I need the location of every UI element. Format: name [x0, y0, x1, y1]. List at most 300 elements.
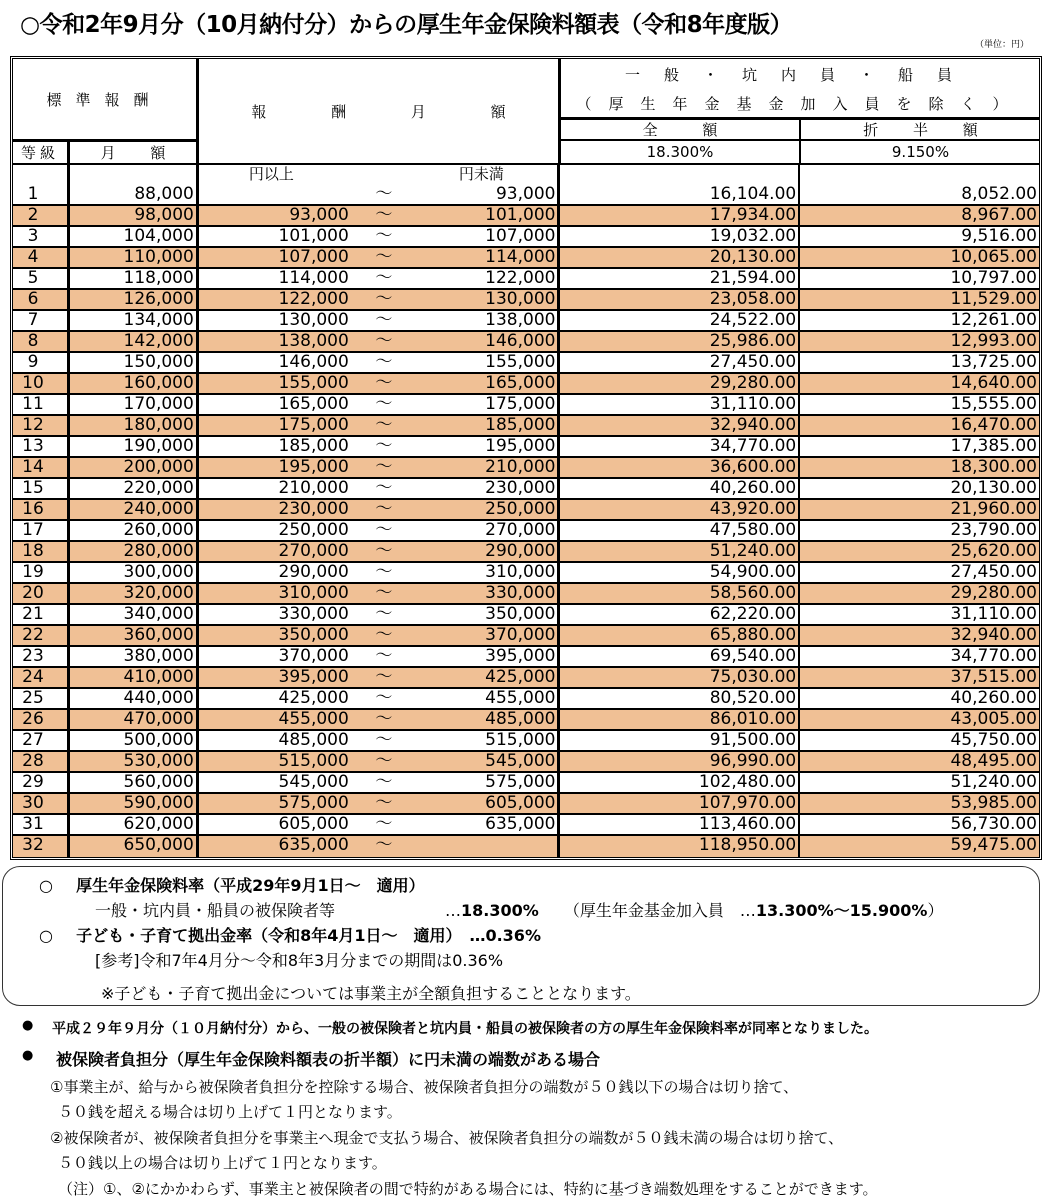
standard-monthly-cell: 160,000 — [70, 374, 199, 393]
range-cell — [199, 416, 561, 435]
range-to: 310,000 — [485, 562, 556, 582]
full-amount-cell: 27,450.00 — [560, 353, 800, 372]
premium-table — [10, 56, 1042, 860]
standard-monthly-cell: 118,000 — [70, 269, 199, 288]
tilde-symbol: ～ — [375, 751, 393, 771]
range-cell — [199, 626, 561, 645]
table-row — [13, 353, 1039, 374]
range-from: 635,000 — [278, 835, 349, 855]
range-from: 146,000 — [278, 352, 349, 372]
half-amount-cell: 59,475.00 — [950, 835, 1037, 855]
range-to: 165,000 — [485, 373, 556, 393]
grade-cell: 22 — [13, 626, 70, 645]
full-amount-cell: 24,522.00 — [560, 311, 800, 330]
range-cell — [199, 689, 561, 708]
standard-monthly-cell: 360,000 — [70, 626, 199, 645]
range-to: 101,000 — [485, 205, 556, 225]
range-to: 605,000 — [485, 793, 556, 813]
tilde-symbol: ～ — [375, 667, 393, 687]
range-cell — [199, 227, 561, 246]
header-half-amount: 折 半 額 — [801, 120, 1040, 141]
full-amount-cell: 91,500.00 — [560, 731, 800, 750]
range-to: 515,000 — [485, 730, 556, 750]
range-from: 370,000 — [278, 646, 349, 666]
half-amount-cell: 9,516.00 — [961, 226, 1037, 246]
tilde-symbol: ～ — [375, 604, 393, 624]
full-amount-cell: 23,058.00 — [560, 290, 800, 309]
tilde-symbol: ～ — [375, 394, 393, 414]
tilde-symbol: ～ — [375, 772, 393, 792]
table-row — [13, 479, 1039, 500]
half-amount-cell: 53,985.00 — [950, 793, 1037, 813]
table-row — [13, 668, 1039, 689]
half-amount-cell: 21,960.00 — [950, 499, 1037, 519]
range-to: 155,000 — [485, 352, 556, 372]
half-amount-cell: 56,730.00 — [950, 814, 1037, 834]
standard-monthly-cell: 126,000 — [70, 290, 199, 309]
table-row — [13, 752, 1039, 773]
grade-cell: 8 — [13, 332, 70, 351]
half-amount-cell: 40,260.00 — [950, 688, 1037, 708]
rate-general-line — [95, 898, 335, 921]
range-cell — [199, 752, 561, 771]
table-row — [13, 290, 1039, 311]
range-cell — [199, 710, 561, 729]
full-amount-cell: 21,594.00 — [560, 269, 800, 288]
grade-cell: 3 — [13, 227, 70, 246]
full-amount-cell: 17,934.00 — [560, 206, 800, 225]
tilde-symbol: ～ — [375, 625, 393, 645]
grade-cell: 26 — [13, 710, 70, 729]
full-amount-cell: 102,480.00 — [560, 773, 800, 792]
child-heading-line — [39, 923, 541, 946]
table-row — [13, 710, 1039, 731]
grade-cell: 13 — [13, 437, 70, 456]
range-to: 485,000 — [485, 709, 556, 729]
grade-cell: 31 — [13, 815, 70, 834]
range-to: 130,000 — [485, 289, 556, 309]
tilde-symbol: ～ — [375, 436, 393, 456]
range-cell — [199, 374, 561, 393]
range-to-label: 円未満 — [458, 165, 504, 183]
half-amount-cell: 29,280.00 — [950, 583, 1037, 603]
range-to: 545,000 — [485, 751, 556, 771]
range-cell — [199, 269, 561, 288]
standard-monthly-cell: 620,000 — [70, 815, 199, 834]
reference-line: [参考]令和7年4月分～令和8年3月分までの期間は0.36% — [95, 951, 504, 970]
page-title: ○令和2年9月分（10月納付分）からの厚生年金保険料額表（令和8年度版） — [20, 12, 793, 38]
half-amount-cell: 43,005.00 — [950, 709, 1037, 729]
half-amount-cell: 23,790.00 — [950, 520, 1037, 540]
unit-label: （単位：円） — [974, 40, 1029, 50]
table-row — [13, 269, 1039, 290]
table-row — [13, 227, 1039, 248]
range-from: 330,000 — [278, 604, 349, 624]
header-monthly-amount: 月 額 — [70, 142, 199, 163]
note-item1-line1: ①事業主が、給与から被保険者負担分を控除する場合、被保険者負担分の端数が５０銭以下の場合は切り捨て、 — [50, 1078, 799, 1096]
full-amount-cell: 25,986.00 — [560, 332, 800, 351]
tilde-symbol: ～ — [375, 184, 393, 204]
grade-cell: 32 — [13, 836, 70, 857]
tilde-symbol: ～ — [375, 310, 393, 330]
tilde-symbol: ～ — [375, 226, 393, 246]
standard-monthly-cell: 88,000 — [70, 165, 199, 204]
half-amount-cell: 37,515.00 — [950, 667, 1037, 687]
circle-icon: ○ — [39, 926, 53, 945]
full-amount-cell: 96,990.00 — [560, 752, 800, 771]
range-cell — [199, 395, 561, 414]
table-row — [13, 584, 1039, 605]
full-amount-cell: 113,460.00 — [560, 815, 800, 834]
tilde-symbol: ～ — [375, 289, 393, 309]
half-amount-cell: 11,529.00 — [950, 289, 1037, 309]
tilde-symbol: ～ — [375, 646, 393, 666]
full-amount-cell: 29,280.00 — [560, 374, 800, 393]
range-from: 175,000 — [278, 415, 349, 435]
range-cell — [199, 542, 561, 561]
rate-value-line — [445, 898, 943, 921]
range-from: 165,000 — [278, 394, 349, 414]
standard-monthly-cell: 280,000 — [70, 542, 199, 561]
grade-cell: 24 — [13, 668, 70, 687]
range-from: 250,000 — [278, 520, 349, 540]
range-cell — [199, 206, 561, 225]
header-grade: 等級 — [13, 142, 70, 163]
half-amount-cell: 15,555.00 — [950, 394, 1037, 414]
range-cell — [199, 521, 561, 540]
table-row — [13, 332, 1039, 353]
range-to: 455,000 — [485, 688, 556, 708]
standard-monthly-cell: 650,000 — [70, 836, 199, 857]
range-to: 635,000 — [485, 814, 556, 834]
range-to: 350,000 — [485, 604, 556, 624]
fund-label: （厚生年金基金加入員 … — [563, 901, 756, 920]
tilde-symbol: ～ — [375, 205, 393, 225]
note-caution: （注）①、②にかかわらず、事業主と被保険者の間で特約がある場合には、特約に基づき端数処理をすることができます。 — [58, 1180, 878, 1198]
grade-cell: 5 — [13, 269, 70, 288]
range-to: 146,000 — [485, 331, 556, 351]
table-row — [13, 458, 1039, 479]
range-from: 310,000 — [278, 583, 349, 603]
rate-general-label: 一般・坑内員・船員の被保険者等 — [95, 901, 336, 920]
range-from: 545,000 — [278, 772, 349, 792]
table-row — [13, 165, 1039, 206]
tilde-symbol: ～ — [375, 709, 393, 729]
grade-cell: 15 — [13, 479, 70, 498]
full-amount-cell: 107,970.00 — [560, 794, 800, 813]
standard-monthly-cell: 590,000 — [70, 794, 199, 813]
grade-cell: 23 — [13, 647, 70, 666]
grade-cell: 30 — [13, 794, 70, 813]
table-row — [13, 815, 1039, 836]
range-cell — [199, 794, 561, 813]
half-amount-cell: 16,470.00 — [950, 415, 1037, 435]
grade-cell: 12 — [13, 416, 70, 435]
full-amount-cell: 40,260.00 — [560, 479, 800, 498]
range-from: 575,000 — [278, 793, 349, 813]
tilde-symbol: ～ — [375, 520, 393, 540]
range-to: 290,000 — [485, 541, 556, 561]
header-full-amount: 全 額 — [561, 120, 801, 141]
standard-monthly-cell: 500,000 — [70, 731, 199, 750]
range-to: 114,000 — [485, 247, 556, 267]
range-from: 425,000 — [278, 688, 349, 708]
range-from: 185,000 — [278, 436, 349, 456]
full-amount-cell: 54,900.00 — [560, 563, 800, 582]
range-from: 93,000 — [289, 205, 349, 225]
bullet-icon: ● — [22, 1048, 34, 1063]
full-amount-cell: 34,770.00 — [560, 437, 800, 456]
standard-monthly-cell: 440,000 — [70, 689, 199, 708]
tilde-symbol: ～ — [375, 373, 393, 393]
range-from: 130,000 — [278, 310, 349, 330]
range-cell — [199, 458, 561, 477]
half-amount-cell: 8,967.00 — [961, 205, 1037, 225]
range-to: 575,000 — [485, 772, 556, 792]
grade-cell: 19 — [13, 563, 70, 582]
range-cell — [199, 584, 561, 603]
grade-cell: 20 — [13, 584, 70, 603]
range-cell — [199, 165, 561, 204]
grade-cell: 2 — [13, 206, 70, 225]
half-amount-cell: 45,750.00 — [950, 730, 1037, 750]
tilde-symbol: ～ — [375, 814, 393, 834]
note-rate-unified: 平成２９年９月分（１０月納付分）から、一般の被保険者と坑内員・船員の被保険者の方の厚生年金保険料率が同率となりました。 — [52, 1021, 878, 1037]
grade-cell: 29 — [13, 773, 70, 792]
tilde-symbol: ～ — [375, 352, 393, 372]
standard-monthly-cell: 240,000 — [70, 500, 199, 519]
range-to: 270,000 — [485, 520, 556, 540]
full-amount-cell: 118,950.00 — [560, 836, 800, 857]
range-from: 605,000 — [278, 814, 349, 834]
table-row — [13, 794, 1039, 815]
full-amount-cell: 51,240.00 — [560, 542, 800, 561]
table-row — [13, 626, 1039, 647]
range-from: 122,000 — [278, 289, 349, 309]
grade-cell: 25 — [13, 689, 70, 708]
range-cell — [199, 731, 561, 750]
half-amount-cell: 14,640.00 — [950, 373, 1037, 393]
table-row — [13, 647, 1039, 668]
standard-monthly-cell: 410,000 — [70, 668, 199, 687]
full-amount-cell: 86,010.00 — [560, 710, 800, 729]
standard-monthly-cell: 134,000 — [70, 311, 199, 330]
range-cell — [199, 563, 561, 582]
tilde-symbol: ～ — [375, 562, 393, 582]
standard-monthly-cell: 300,000 — [70, 563, 199, 582]
tilde-symbol: ～ — [375, 331, 393, 351]
standard-monthly-cell: 110,000 — [70, 248, 199, 267]
note-fraction-heading: 被保険者負担分（厚生年金保険料額表の折半額）に円未満の端数がある場合 — [56, 1050, 601, 1069]
fund-close: ） — [927, 901, 944, 920]
tilde-symbol: ～ — [375, 247, 393, 267]
grade-cell: 16 — [13, 500, 70, 519]
employer-note: ※子ども・子育て拠出金については事業主が全額負担することとなります。 — [101, 984, 641, 1003]
half-amount-cell: 17,385.00 — [950, 436, 1037, 456]
standard-monthly-cell: 104,000 — [70, 227, 199, 246]
range-from: 270,000 — [278, 541, 349, 561]
range-to: 425,000 — [485, 667, 556, 687]
grade-cell: 7 — [13, 311, 70, 330]
half-amount-cell: 32,940.00 — [950, 625, 1037, 645]
range-from: 350,000 — [278, 625, 349, 645]
range-from: 290,000 — [278, 562, 349, 582]
table-row — [13, 206, 1039, 227]
range-from: 210,000 — [278, 478, 349, 498]
standard-monthly-cell: 150,000 — [70, 353, 199, 372]
range-cell — [199, 500, 561, 519]
table-row — [13, 437, 1039, 458]
standard-monthly-cell: 220,000 — [70, 479, 199, 498]
fund-rate-value: 13.300%～15.900% — [755, 901, 928, 920]
range-to: 138,000 — [485, 310, 556, 330]
range-cell — [199, 647, 561, 666]
table-row — [13, 416, 1039, 437]
half-amount-cell: 20,130.00 — [950, 478, 1037, 498]
range-from: 101,000 — [278, 226, 349, 246]
table-header — [13, 59, 1039, 165]
range-from: 138,000 — [278, 331, 349, 351]
half-amount-cell: 10,797.00 — [950, 268, 1037, 288]
tilde-symbol: ～ — [375, 835, 393, 855]
grade-cell: 9 — [13, 353, 70, 372]
full-amount-cell: 62,220.00 — [560, 605, 800, 624]
note-item2-line2: ５０銭以上の場合は切り上げて１円となります。 — [58, 1154, 387, 1172]
tilde-symbol: ～ — [375, 499, 393, 519]
range-to: 107,000 — [485, 226, 556, 246]
grade-cell: 17 — [13, 521, 70, 540]
child-rate-heading: 子ども・子育て拠出金率（令和8年4月1日～ 適用） …0.36% — [76, 926, 541, 945]
tilde-symbol: ～ — [375, 730, 393, 750]
range-from-label: 円以上 — [248, 165, 294, 183]
range-cell — [199, 668, 561, 687]
range-cell — [199, 605, 561, 624]
standard-monthly-cell: 340,000 — [70, 605, 199, 624]
half-amount-cell: 25,620.00 — [950, 541, 1037, 561]
half-amount-cell: 8,052.00 — [961, 184, 1037, 204]
range-to: 195,000 — [485, 436, 556, 456]
standard-monthly-cell: 380,000 — [70, 647, 199, 666]
full-amount-cell: 43,920.00 — [560, 500, 800, 519]
tilde-symbol: ～ — [375, 415, 393, 435]
grade-cell: 1 — [13, 165, 70, 204]
full-amount-cell: 32,940.00 — [560, 416, 800, 435]
range-from: 107,000 — [278, 247, 349, 267]
full-amount-cell: 58,560.00 — [560, 584, 800, 603]
full-amount-cell: 36,600.00 — [560, 458, 800, 477]
standard-monthly-cell: 530,000 — [70, 752, 199, 771]
grade-cell: 11 — [13, 395, 70, 414]
standard-monthly-cell: 470,000 — [70, 710, 199, 729]
grade-cell: 28 — [13, 752, 70, 771]
half-amount-cell: 18,300.00 — [950, 457, 1037, 477]
circle-icon: ○ — [39, 876, 53, 895]
range-cell — [199, 479, 561, 498]
grade-cell: 10 — [13, 374, 70, 393]
range-from: 395,000 — [278, 667, 349, 687]
standard-monthly-cell: 180,000 — [70, 416, 199, 435]
half-amount-cell: 10,065.00 — [950, 247, 1037, 267]
grade-cell: 21 — [13, 605, 70, 624]
half-amount-cell: 12,993.00 — [950, 331, 1037, 351]
range-cell — [199, 437, 561, 456]
header-remuneration-range: 報 酬 月 額 — [199, 59, 561, 163]
rate-info-box — [2, 866, 1040, 1006]
half-amount-cell: 27,450.00 — [950, 562, 1037, 582]
standard-monthly-cell: 142,000 — [70, 332, 199, 351]
range-to: 330,000 — [485, 583, 556, 603]
tilde-symbol: ～ — [375, 478, 393, 498]
standard-monthly-cell: 170,000 — [70, 395, 199, 414]
table-row — [13, 689, 1039, 710]
header-general-line2: （厚生年金基金加入員を除く） — [561, 89, 1040, 120]
range-from: 114,000 — [278, 268, 349, 288]
table-row — [13, 395, 1039, 416]
range-to: 175,000 — [485, 394, 556, 414]
half-amount-cell: 34,770.00 — [950, 646, 1037, 666]
half-amount-cell: 13,725.00 — [950, 352, 1037, 372]
range-from: 195,000 — [278, 457, 349, 477]
full-amount-cell: 69,540.00 — [560, 647, 800, 666]
table-row — [13, 563, 1039, 584]
tilde-symbol: ～ — [375, 268, 393, 288]
range-to: 395,000 — [485, 646, 556, 666]
full-amount-cell: 16,104.00 — [560, 165, 800, 204]
range-from: 515,000 — [278, 751, 349, 771]
table-row — [13, 731, 1039, 752]
table-row — [13, 311, 1039, 332]
standard-monthly-cell: 190,000 — [70, 437, 199, 456]
table-row — [13, 521, 1039, 542]
tilde-symbol: ～ — [375, 688, 393, 708]
range-cell — [199, 836, 561, 857]
grade-cell: 14 — [13, 458, 70, 477]
tilde-symbol: ～ — [375, 793, 393, 813]
table-row — [13, 248, 1039, 269]
standard-monthly-cell: 560,000 — [70, 773, 199, 792]
range-cell — [199, 815, 561, 834]
full-amount-cell: 65,880.00 — [560, 626, 800, 645]
range-from: 155,000 — [278, 373, 349, 393]
rate-heading-line — [39, 873, 425, 896]
full-amount-cell: 80,520.00 — [560, 689, 800, 708]
full-amount-cell: 75,030.00 — [560, 668, 800, 687]
half-amount-cell: 51,240.00 — [950, 772, 1037, 792]
range-to: 230,000 — [485, 478, 556, 498]
half-amount-cell: 48,495.00 — [950, 751, 1037, 771]
range-cell — [199, 290, 561, 309]
range-to: 370,000 — [485, 625, 556, 645]
range-to: 210,000 — [485, 457, 556, 477]
range-from: 455,000 — [278, 709, 349, 729]
range-cell — [199, 248, 561, 267]
grade-cell: 18 — [13, 542, 70, 561]
tilde-symbol: ～ — [375, 583, 393, 603]
full-amount-cell: 31,110.00 — [560, 395, 800, 414]
grade-cell: 6 — [13, 290, 70, 309]
standard-monthly-cell: 260,000 — [70, 521, 199, 540]
table-row — [13, 773, 1039, 794]
standard-monthly-cell: 98,000 — [70, 206, 199, 225]
rate-heading: 厚生年金保険料率（平成29年9月1日～ 適用） — [76, 876, 425, 895]
standard-monthly-cell: 320,000 — [70, 584, 199, 603]
half-amount-cell: 31,110.00 — [950, 604, 1037, 624]
full-amount-cell: 20,130.00 — [560, 248, 800, 267]
standard-monthly-cell: 200,000 — [70, 458, 199, 477]
range-from: 485,000 — [278, 730, 349, 750]
range-cell — [199, 332, 561, 351]
range-to: 122,000 — [485, 268, 556, 288]
